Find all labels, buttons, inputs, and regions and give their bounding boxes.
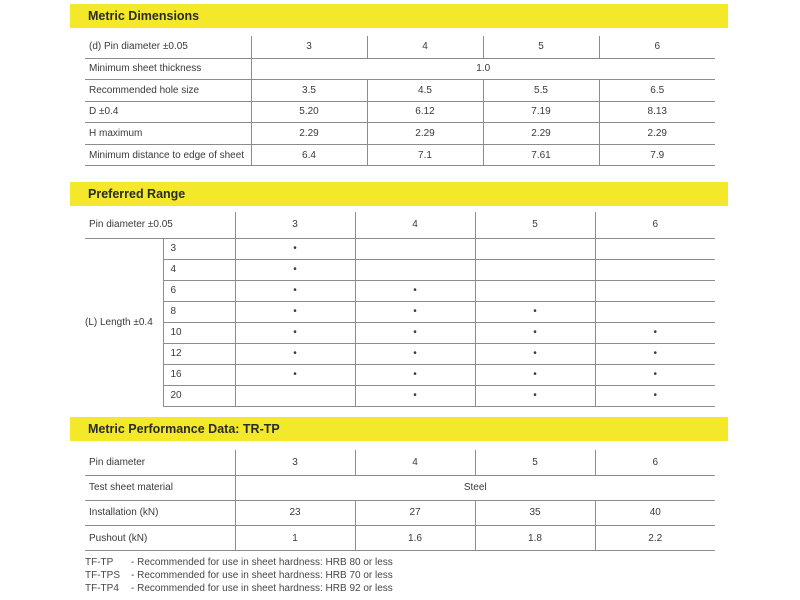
dot-cell: • (235, 301, 355, 322)
col-header-cell: 4 (355, 212, 475, 238)
value-cell: 7.19 (483, 101, 599, 123)
dot-cell: • (595, 364, 715, 385)
section-title-bar-metric-dimensions (70, 4, 728, 28)
col-header-cell: 5 (475, 212, 595, 238)
value-cell: 6.5 (599, 80, 715, 102)
dot-cell: • (235, 322, 355, 343)
footnote-code: TF-TP4 (85, 583, 119, 594)
table-row (85, 500, 715, 525)
table-row (85, 259, 715, 280)
performance-data-table (85, 450, 715, 551)
table-row (85, 144, 715, 166)
table-row (85, 364, 715, 385)
row-label: Recommended hole size (85, 80, 251, 102)
value-cell: 23 (235, 500, 355, 525)
footnote-text: - Recommended for use in sheet hardness: HRB 70 or less (131, 570, 393, 581)
col-header-cell: 5 (483, 36, 599, 58)
table-row (85, 475, 715, 500)
col-header-cell: 6 (595, 450, 715, 475)
footnote-code: TF-TP (85, 557, 114, 568)
dot-cell (595, 301, 715, 322)
metric-dimensions-table (85, 36, 715, 166)
row-label: Pin diameter (85, 450, 235, 475)
table-row (85, 343, 715, 364)
value-cell: 2.29 (251, 123, 367, 145)
col-header-cell: 5 (475, 450, 595, 475)
row-label: Minimum distance to edge of sheet (85, 144, 251, 166)
col-header-cell: 3 (235, 212, 355, 238)
dot-cell (595, 238, 715, 259)
value-cell: 7.61 (483, 144, 599, 166)
length-label: 12 (163, 343, 235, 364)
dot-cell: • (235, 238, 355, 259)
col-header-cell: 4 (367, 36, 483, 58)
value-cell: 7.9 (599, 144, 715, 166)
value-cell: 8.13 (599, 101, 715, 123)
dot-cell: • (595, 343, 715, 364)
table-row (85, 450, 715, 475)
table-row (85, 36, 715, 58)
dot-cell: • (355, 322, 475, 343)
dot-cell (595, 280, 715, 301)
row-label: D ±0.4 (85, 101, 251, 123)
table-row (85, 385, 715, 406)
table-row (85, 58, 715, 80)
preferred-range-table (85, 212, 715, 407)
dot-cell: • (595, 385, 715, 406)
dot-cell: • (355, 343, 475, 364)
dot-cell (355, 259, 475, 280)
col-header-cell: 3 (235, 450, 355, 475)
dot-cell: • (475, 385, 595, 406)
row-label: H maximum (85, 123, 251, 145)
value-cell: 2.2 (595, 526, 715, 551)
footnote (85, 569, 393, 582)
dot-cell (355, 238, 475, 259)
length-label: 10 (163, 322, 235, 343)
dot-cell: • (355, 301, 475, 322)
section-title: Metric Dimensions (88, 9, 200, 23)
footnote (85, 582, 393, 595)
length-label: 6 (163, 280, 235, 301)
value-cell: 6.4 (251, 144, 367, 166)
dot-cell (475, 259, 595, 280)
section-title: Preferred Range (88, 187, 186, 201)
dot-cell: • (475, 343, 595, 364)
dot-cell: • (235, 280, 355, 301)
length-label: 16 (163, 364, 235, 385)
value-cell: 2.29 (367, 123, 483, 145)
length-label: 4 (163, 259, 235, 280)
table-row (85, 80, 715, 102)
col-header-cell: 3 (251, 36, 367, 58)
table-row (85, 123, 715, 145)
dot-cell: • (355, 385, 475, 406)
dot-cell (595, 259, 715, 280)
section-title-bar-performance-data (70, 417, 728, 441)
table-row (85, 322, 715, 343)
value-cell: 4.5 (367, 80, 483, 102)
table-row (85, 101, 715, 123)
table-row (85, 301, 715, 322)
row-label: Minimum sheet thickness (85, 58, 251, 80)
row-label: Test sheet material (85, 475, 235, 500)
length-label: 3 (163, 238, 235, 259)
footnote-text: - Recommended for use in sheet hardness: HRB 92 or less (131, 583, 393, 594)
footnote-text: - Recommended for use in sheet hardness: HRB 80 or less (131, 557, 393, 568)
row-group-label: (L) Length ±0.4 (85, 316, 153, 328)
col-header-cell: 6 (599, 36, 715, 58)
section-title-bar-preferred-range (70, 182, 728, 206)
value-cell: 5.5 (483, 80, 599, 102)
dot-cell (475, 238, 595, 259)
dot-cell (235, 385, 355, 406)
dot-cell: • (235, 364, 355, 385)
value-cell: 2.29 (483, 123, 599, 145)
dot-cell (475, 280, 595, 301)
value-cell: 1.8 (475, 526, 595, 551)
table-row (85, 212, 715, 238)
span-value-cell: Steel (235, 475, 715, 500)
col-header-cell: 4 (355, 450, 475, 475)
dot-cell: • (355, 364, 475, 385)
dot-cell: • (355, 280, 475, 301)
value-cell: 7.1 (367, 144, 483, 166)
value-cell: 27 (355, 500, 475, 525)
value-cell: 35 (475, 500, 595, 525)
dot-cell: • (475, 322, 595, 343)
dot-cell: • (235, 259, 355, 280)
value-cell: 1.6 (355, 526, 475, 551)
dot-cell: • (595, 322, 715, 343)
value-cell: 40 (595, 500, 715, 525)
section-title: Metric Performance Data: TR-TP (88, 422, 280, 436)
row-label: (d) Pin diameter ±0.05 (85, 36, 251, 58)
length-label: 20 (163, 385, 235, 406)
dot-cell: • (475, 301, 595, 322)
span-value-cell: 1.0 (251, 58, 715, 80)
value-cell: 5.20 (251, 101, 367, 123)
table-row (85, 280, 715, 301)
footnote (85, 556, 393, 569)
row-label: Pin diameter ±0.05 (85, 212, 235, 238)
value-cell: 2.29 (599, 123, 715, 145)
value-cell: 1 (235, 526, 355, 551)
col-header-cell: 6 (595, 212, 715, 238)
table-row (85, 238, 715, 259)
value-cell: 6.12 (367, 101, 483, 123)
footnote-code: TF-TPS (85, 570, 120, 581)
table-row (85, 526, 715, 551)
dot-cell: • (475, 364, 595, 385)
dot-cell: • (235, 343, 355, 364)
row-label: Pushout (kN) (85, 526, 235, 551)
footnotes (85, 556, 393, 595)
row-label: Installation (kN) (85, 500, 235, 525)
length-label: 8 (163, 301, 235, 322)
value-cell: 3.5 (251, 80, 367, 102)
